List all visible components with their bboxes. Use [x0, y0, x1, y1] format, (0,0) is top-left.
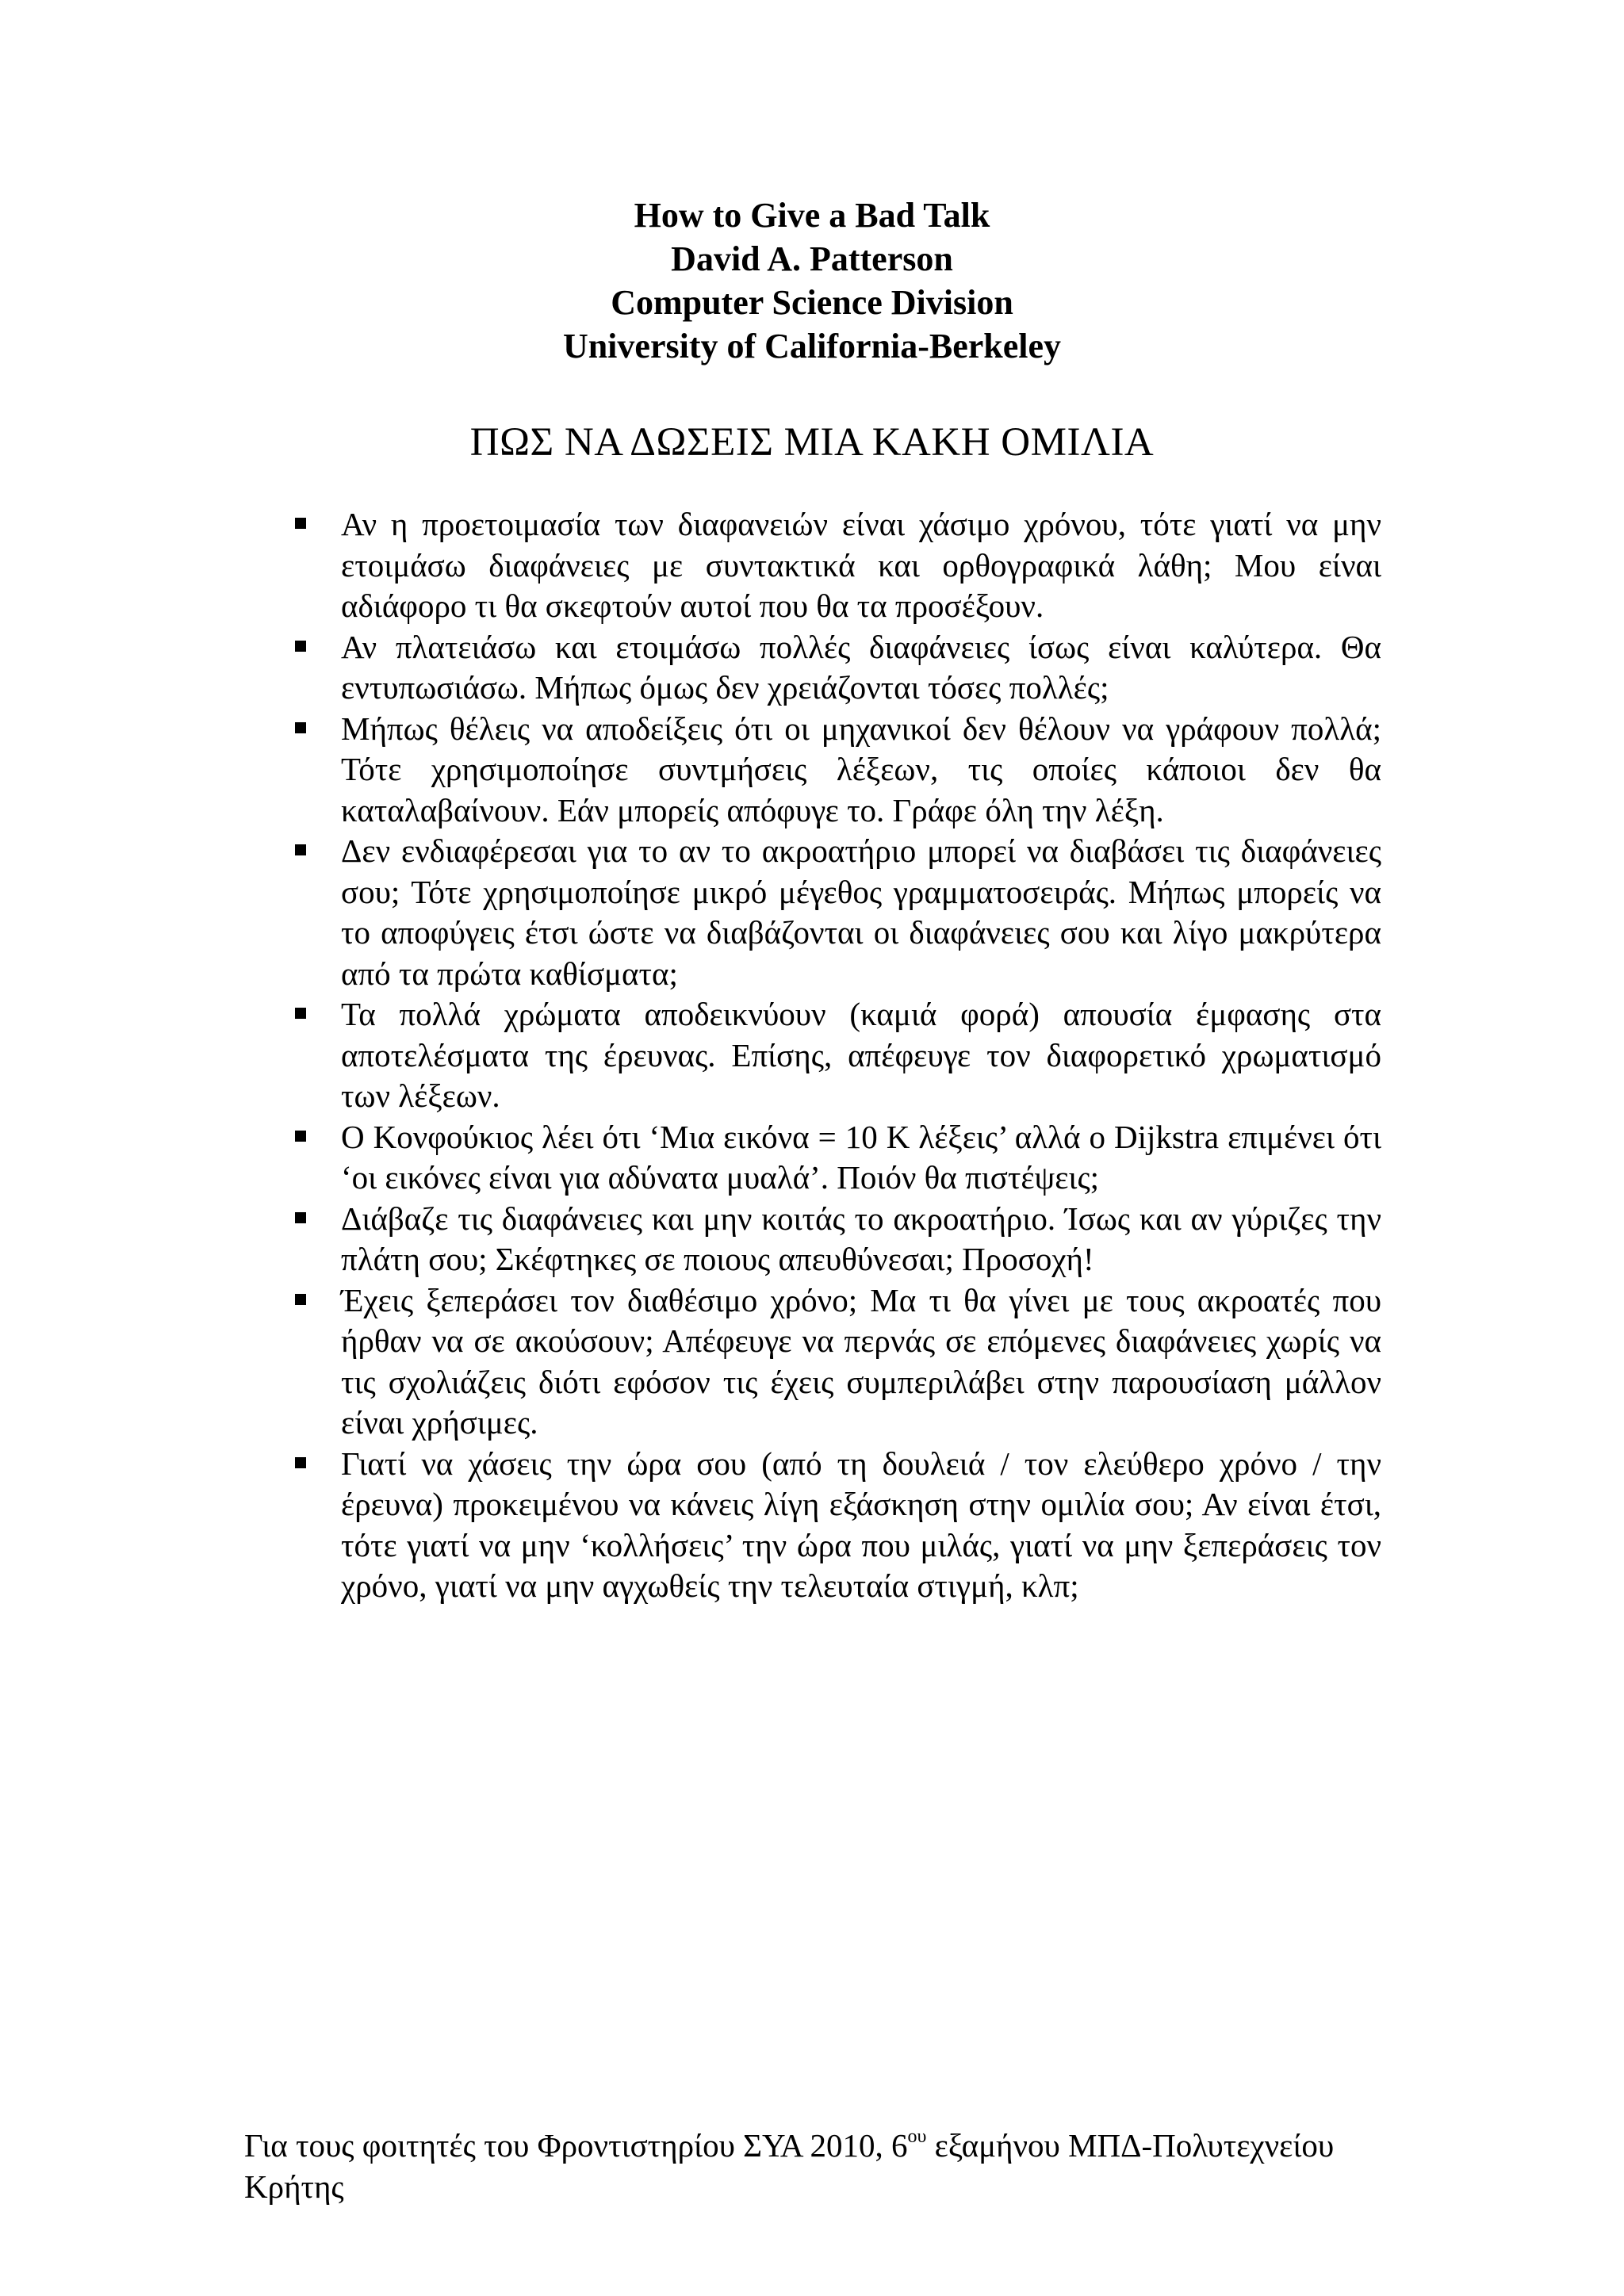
- list-item-text: Αν πλατειάσω και ετοιμάσω πολλές διαφάνειες ίσως είναι καλύτερα. Θα εντυπωσιάσω. Μήπως όμως δεν χρειάζονται τόσες πολλές;: [341, 628, 1381, 706]
- list-item-text: Τα πολλά χρώματα αποδεικνύουν (καμιά φορά) απουσία έμφασης στα αποτελέσματα της έρευνας. Επίσης, απέφευγε τον διαφορετικό χρωματισμό των λέξεων.: [341, 996, 1381, 1114]
- list-item: [295, 709, 1381, 832]
- talk-title: How to Give a Bad Talk: [634, 196, 990, 235]
- list-item: [295, 831, 1381, 994]
- department-name: Computer Science Division: [611, 283, 1013, 322]
- footer-ordinal-suffix: ου: [907, 2126, 927, 2147]
- list-item-text: Δεν ενδιαφέρεσαι για το αν το ακροατήριο μπορεί να διαβάσει τις διαφάνειες σου; Τότε χρησιμοποίησε μικρό μέγεθος γραμματοσειράς. Μήπως μπορείς να το αποφύγεις έτσι ώστε να διαβάζονται οι διαφάνειες σου και λίγο μακρύτερα από τα πρώτα καθίσματα;: [341, 832, 1381, 992]
- list-item-text: Έχεις ξεπεράσει τον διαθέσιμο χρόνο; Μα τι θα γίνει με τους ακροατές που ήρθαν να σε ακούσουν; Απέφευγε να περνάς σε επόμενες διαφάνειες χωρίς να τις σχολιάζεις διότι εφόσον τις έχεις συμπεριλάβει στην παρουσίαση μάλλον είναι χρήσιμες.: [341, 1281, 1381, 1441]
- bullet-list: [295, 504, 1381, 1607]
- square-bullet-icon: [295, 1457, 306, 1468]
- list-item: [295, 994, 1381, 1117]
- list-item-text: Διάβαζε τις διαφάνειες και μην κοιτάς το ακροατήριο. Ίσως και αν γύριζες την πλάτη σου; Σκέφτηκες σε ποιους απευθύνεσαι; Προσοχή!: [341, 1200, 1381, 1277]
- list-item: [295, 1117, 1381, 1199]
- square-bullet-icon: [295, 1008, 306, 1019]
- list-item: [295, 627, 1381, 709]
- list-item: [295, 1199, 1381, 1280]
- list-item-text: Μήπως θέλεις να αποδείξεις ότι οι μηχανικοί δεν θέλουν να γράφουν πολλά; Τότε χρησιμοποίησε συντμήσεις λέξεων, τις οποίες κάποιοι δεν θα καταλαβαίνουν. Εάν μπορείς απόφυγε το. Γράφε όλη την λέξη.: [341, 710, 1381, 828]
- greek-title: ΠΩΣ ΝΑ ΔΩΣΕΙΣ ΜΙΑ ΚΑΚΗ ΟΜΙΛΙΑ: [469, 420, 1155, 465]
- square-bullet-icon: [295, 844, 306, 855]
- list-item-text: Ο Κονφούκιος λέει ότι ‘Μια εικόνα = 10 Κ λέξεις’ αλλά ο Dijkstra επιμένει ότι ‘οι εικόνες είναι για αδύνατα μυαλά’. Ποιόν θα πιστέψεις;: [341, 1118, 1381, 1196]
- author-name: David A. Patterson: [671, 239, 953, 278]
- footer-text-start: Για τους φοιτητές του Φροντιστηρίου ΣΥΑ 2010, 6: [244, 2127, 908, 2164]
- list-item: [295, 1444, 1381, 1607]
- list-item-text: Αν η προετοιμασία των διαφανειών είναι χάσιμο χρόνου, τότε γιατί να μην ετοιμάσω διαφάνειες με συντακτικά και ορθογραφικά λάθη; Μου είναι αδιάφορο τι θα σκεφτούν αυτοί που θα τα προσέξουν.: [341, 506, 1381, 624]
- square-bullet-icon: [295, 722, 306, 733]
- square-bullet-icon: [295, 1212, 306, 1223]
- document-header: [0, 193, 1624, 368]
- footer-text-end: εξαμήνου ΜΠΔ-Πολυτεχνείου Κρήτης: [244, 2127, 1335, 2205]
- square-bullet-icon: [295, 518, 306, 529]
- square-bullet-icon: [295, 1131, 306, 1142]
- list-item-text: Γιατί να χάσεις την ώρα σου (από τη δουλειά / τον ελεύθερο χρόνο / την έρευνα) προκειμένου να κάνεις λίγη εξάσκηση στην ομιλία σου; Αν είναι έτσι, τότε γιατί να μην ‘κολλήσεις’ την ώρα που μιλάς, γιατί να μην ξεπεράσεις τον χρόνο, γιατί να μην αγχωθείς την τελευταία στιγμή, κλπ;: [341, 1445, 1381, 1604]
- page-footer: [244, 2125, 1434, 2207]
- square-bullet-icon: [295, 1294, 306, 1305]
- square-bullet-icon: [295, 641, 306, 652]
- list-item: [295, 1280, 1381, 1444]
- university-name: University of California-Berkeley: [562, 327, 1062, 365]
- list-item: [295, 504, 1381, 627]
